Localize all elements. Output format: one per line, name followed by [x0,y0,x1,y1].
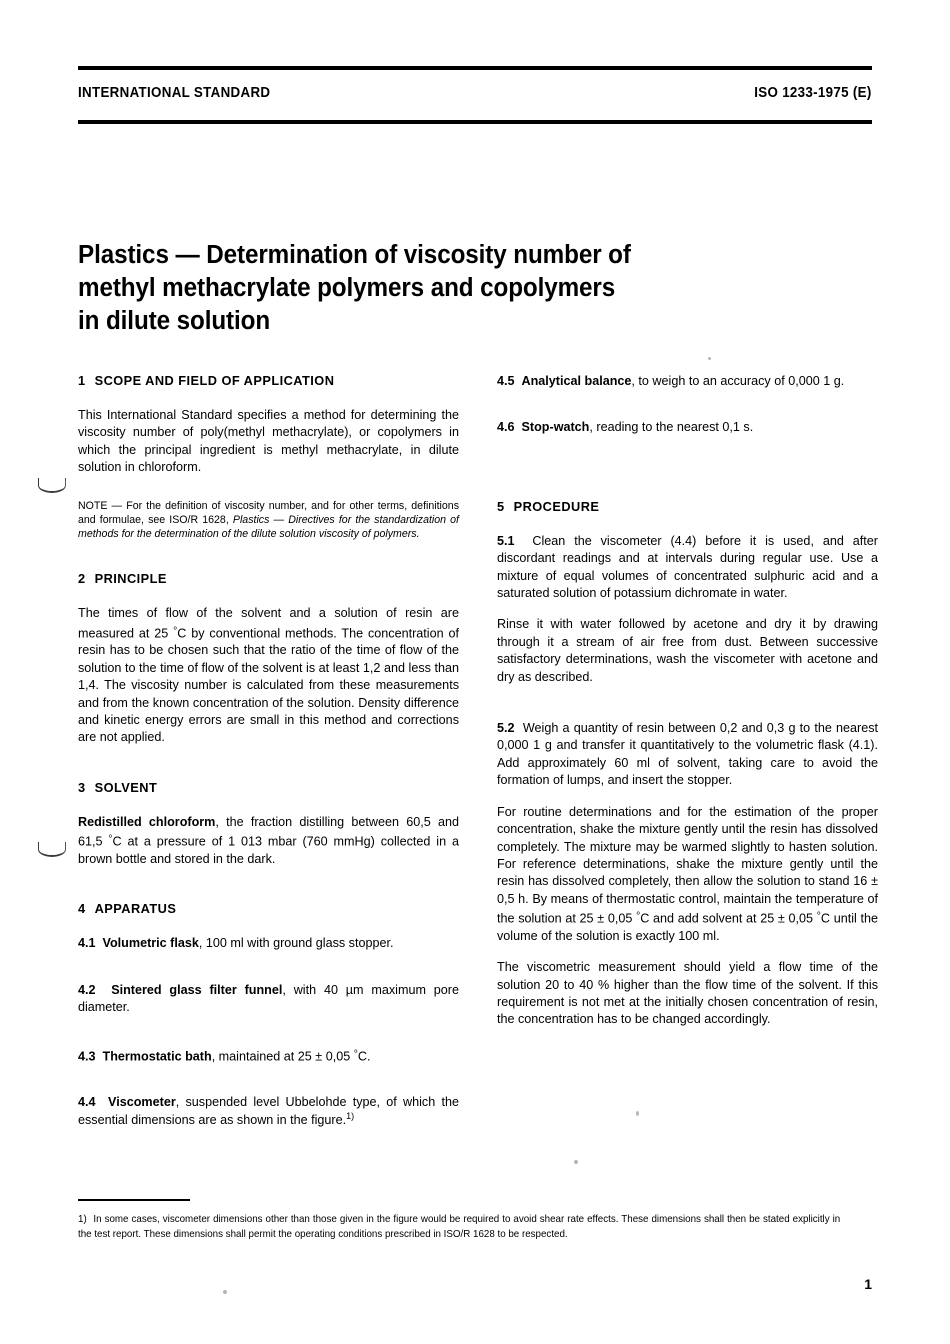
item-label: Volumetric flask [102,936,199,951]
paragraph-part-c: C until the volume of the solution is exactly 100 ml. [497,911,879,943]
section-number-2: 2 [78,571,86,587]
footnote-text: In some cases, viscometer dimensions other than those given in the figure would be required to avoid shear rate effects. These dimensions shall then be stated explicitly in the test report. These dimensions shall permit the operating conditions prescribed in ISO/R 1628 to be respected. [78,1214,841,1240]
page-number: 1 [864,1276,872,1292]
section-3-body [78,814,459,869]
left-column [78,373,459,1129]
section-title-3: SOLVENT [94,779,158,795]
apparatus-item-4-4 [78,1094,459,1129]
degree-symbol: ° [353,1048,358,1060]
item-text-b: C. [357,1048,371,1063]
paragraph-part-a: For routine determinations and for the estimation of the proper concentration, shake the mixture gently until the resin has dissolved completely. The mixture may be warmed slightly to hasten solution. For reference determinations, shake the mixture gently until the resin has dissolved completely, then allow the solution to stand 16 ± 0,5 h. By means of thermostatic control, maintain the temperature of the solution at 25 ± 0,05 [497,804,878,926]
document-header [78,85,872,101]
item-number: 4.1 [78,936,96,951]
section-heading-3 [78,780,459,796]
procedure-5-1-continued: Rinse it with water followed by acetone and dry it by drawing through it a stream of air free from dust. Between successive satisfactory determinations, wash the viscometer with acetone and dry as described. [497,617,878,684]
apparatus-item-4-6 [497,419,878,436]
procedure-5-1 [497,533,878,603]
item-text: , with 40 µm maximum pore diameter. [78,982,459,1015]
apparatus-item-4-3 [78,1046,459,1066]
header-rule-top [78,66,872,70]
section-heading-2 [78,571,459,587]
section-heading-5 [497,499,878,515]
degree-symbol: ° [816,911,821,923]
degree-symbol: ° [173,625,178,637]
item-text-a: , maintained at 25 ± 0,05 [211,1048,354,1063]
item-number: 4.3 [78,1048,96,1063]
section-2-body-b: C by conventional methods. The concentration of resin has to be chosen such that the ratio of the time of flow of the solution to the time of flow of the solvent is at least 1,2 and less than 1,4. The viscosity number is calculated from these measurements and from the known concentration of the solution. Density difference and kinetic energy errors are small in this method and corrections are not applied. [78,625,459,745]
footnote-marker: 1) [78,1214,87,1225]
footnote-reference-marker[interactable]: 1) [346,1110,355,1121]
section-title-4: APPARATUS [94,901,177,917]
scan-speck [574,1160,578,1164]
apparatus-item-4-1 [78,935,459,952]
section-title-2: PRINCIPLE [94,571,167,587]
item-label: Stop-watch [521,420,590,435]
section-number-4: 4 [78,901,86,917]
apparatus-item-4-2 [78,982,459,1017]
section-2-body [78,605,459,747]
item-number: 4.4 [78,1095,96,1110]
footnote-separator-rule [78,1199,190,1201]
page-title-line-2: methyl methacrylate polymers and copolymers [78,274,616,303]
page-title-line-3: in dilute solution [78,307,271,336]
item-number: 4.2 [78,982,96,997]
section-1-note [78,499,459,542]
procedure-5-2 [497,720,878,790]
section-heading-4 [78,901,459,917]
item-number: 4.6 [497,420,515,435]
scan-speck [708,357,711,360]
item-text: Weigh a quantity of resin between 0,2 and 0,3 g to the nearest 0,000 1 g and transfer it quantitatively to the volumetric flask (4.1). Add approximately 60 ml of solvent, taking care to avoid the formation of lumps, and insert the stopper. [497,721,879,788]
item-label: Sintered glass filter funnel [111,982,283,997]
item-label: Thermostatic bath [102,1048,212,1063]
procedure-5-2-continued [497,804,878,946]
item-label: Viscometer [108,1095,176,1110]
footnote-1 [78,1213,840,1242]
scan-artifact-mark [38,478,66,493]
item-text: , suspended level Ubbelohde type, of which the essential dimensions are as shown in the figure. [78,1095,460,1127]
apparatus-item-4-5 [497,373,878,390]
note-plain-text: NOTE — For the definition of viscosity number, and for other terms, definitions and formulae, see ISO/R 1628, [78,499,459,526]
section-3-body-b: C at a pressure of 1 013 mbar (760 mmHg) collected in a brown bottle and stored in the dark. [78,834,459,866]
page-title [78,239,667,338]
right-column [497,373,878,1029]
procedure-flow-time-note: The viscometric measurement should yield a flow time of the solution 20 to 40 % higher than the flow time of the solvent. If this requirement is not met at the initially chosen concentration of resin, the concentration has to be changed accordingly. [497,960,878,1027]
section-2-body-a: The times of flow of the solvent and a solution of resin are measured at 25 [78,606,459,640]
paragraph-part-b: C and add solvent at 25 ± 0,05 [640,911,817,926]
header-label-international-standard: INTERNATIONAL STANDARD [78,85,271,101]
item-number: 4.5 [497,374,515,388]
section-title-1: SCOPE AND FIELD OF APPLICATION [94,373,335,388]
degree-symbol: ° [636,911,641,923]
item-number: 5.2 [497,721,515,736]
section-number-1: 1 [78,373,86,388]
section-3-body-a: , the fraction distilling between 60,5 and 61,5 [78,814,460,849]
section-1-body: This International Standard specifies a method for determining the viscosity number of poly(methyl methacrylate), or copolymers in which the principal ingredient is methyl methacrylate, in dilute solution in chloroform. [78,408,459,475]
degree-symbol: ° [108,834,113,846]
section-number-5: 5 [497,498,505,514]
section-heading-1 [78,373,459,389]
item-text: , reading to the nearest 0,1 s. [589,420,754,435]
item-label: Analytical balance [521,374,632,388]
section-title-5: PROCEDURE [513,498,600,514]
item-text: Clean the viscometer (4.4) before it is used, and after discordant readings and at intervals during regular use. Use a mixture of equal volumes of concentrated sulphuric acid and a saturated solution of potassium dichromate in water. [497,533,878,601]
scan-speck [636,1111,639,1116]
item-text: , to weigh to an accuracy of 0,000 1 g. [631,374,845,388]
header-standard-number: ISO 1233-1975 (E) [754,85,872,101]
solvent-name: Redistilled chloroform [78,814,216,829]
section-number-3: 3 [78,779,86,795]
page-title-line-1: Plastics — Determination of viscosity number of [78,241,631,270]
item-number: 5.1 [497,533,515,548]
header-rule-bottom [78,120,872,124]
scan-artifact-mark [38,842,66,857]
item-text: , 100 ml with ground glass stopper. [198,936,394,951]
note-italic-text: Plastics — Directives for the standardization of methods for the determination of the dilute solution viscosity of polymers. [78,513,459,541]
scan-speck [223,1290,227,1294]
